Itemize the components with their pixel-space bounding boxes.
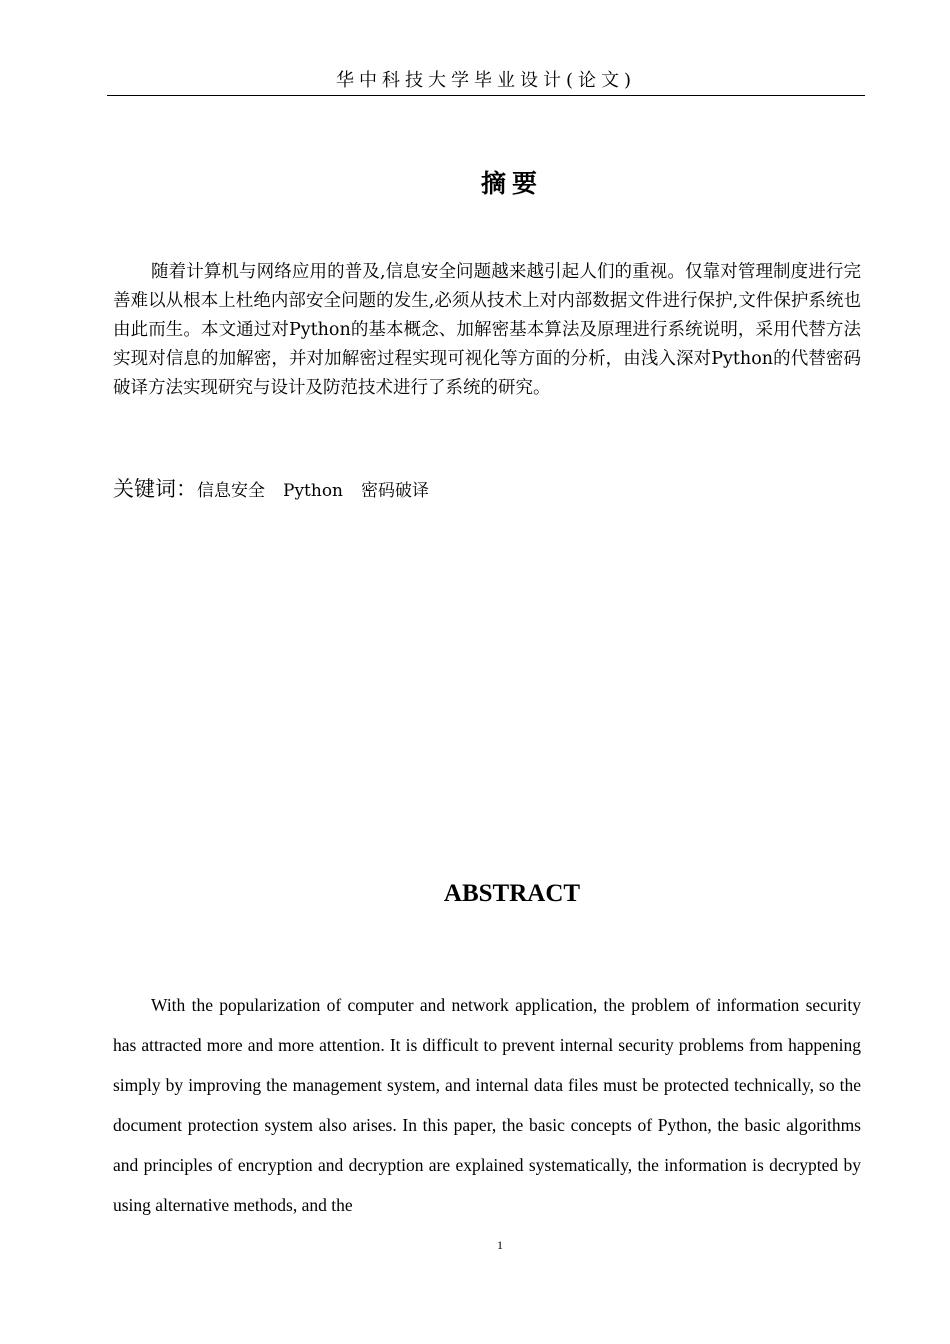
- keyword-item: 密码破译: [361, 481, 430, 501]
- running-title: 华中科技大学毕业设计(论文): [335, 70, 637, 91]
- abstract-cn-title: 摘要: [480, 169, 543, 198]
- page-number: 1: [497, 1238, 503, 1252]
- keyword-item: Python: [283, 481, 344, 501]
- abstract-cn-body: 随着计算机与网络应用的普及,信息安全问题越来越引起人们的重视。仅靠对管理制度进行完善难以从根本上杜绝内部安全问题的发生,必须从技术上对内部数据文件进行保护,文件保护系统也由此而生。本文通过对Python的基本概念、加解密基本算法及原理进行系统说明，采用代替方法实现对信息的加解密，并对加解密过程实现可视化等方面的分析，由浅入深对Python的代替密码破译方法实现研究与设计及防范技术进行了系统的研究。: [113, 262, 861, 398]
- abstract-en-body: With the popularization of computer and network application, the problem of information security has attracted more and more attention. It is difficult to prevent internal security problems from happening simply by improving the management system, and internal data files must be protected technically, so the document protection system also arises. In this paper, the basic concepts of Python, the basic algorithms and principles of encryption and decryption are explained systematically, the information is decrypted by using alternative methods, and the: [113, 995, 861, 1215]
- page-header: [107, 68, 865, 96]
- keyword-item: 信息安全: [197, 481, 265, 501]
- keywords-line: [113, 474, 447, 506]
- abstract-en-title: ABSTRACT: [443, 880, 581, 907]
- keywords-label: 关键词：: [113, 477, 197, 501]
